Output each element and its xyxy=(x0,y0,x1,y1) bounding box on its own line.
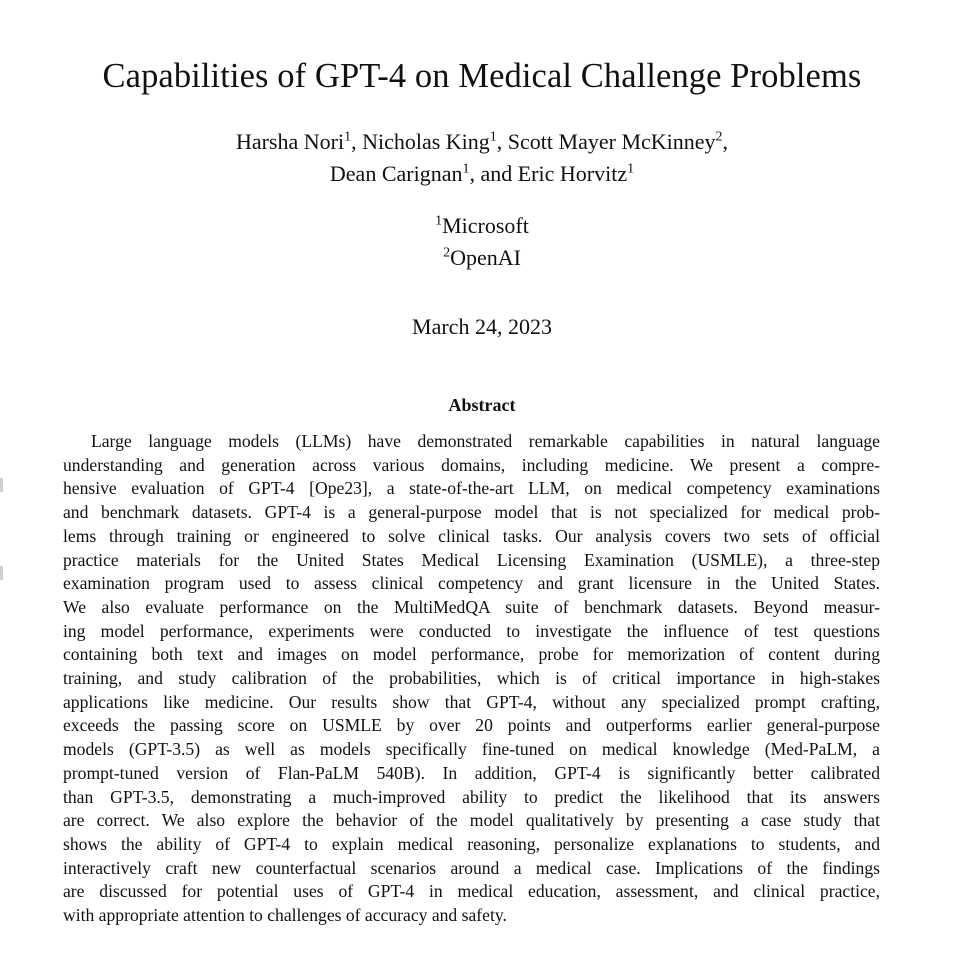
author-affiliation-mark: 1 xyxy=(462,161,470,177)
abstract-line: and benchmark datasets. GPT-4 is a general-purpose model that is not specialized for medical prob- xyxy=(63,502,880,523)
abstract-line: models (GPT-3.5) as well as models specifically fine-tuned on medical knowledge (Med-PaLM, a xyxy=(63,739,880,760)
author-name: Dean Carignan xyxy=(329,161,463,186)
abstract-line: We also evaluate performance on the MultiMedQA suite of benchmark datasets. Beyond measur- xyxy=(63,596,880,617)
author-separator: , xyxy=(722,129,729,154)
page-edge-mark xyxy=(0,478,3,492)
author-affiliation-mark: 2 xyxy=(715,129,723,145)
author-affiliation-mark: 1 xyxy=(627,161,635,177)
author-affiliation-mark: 1 xyxy=(489,129,497,145)
affiliation-number: 2 xyxy=(443,245,451,261)
abstract-line: ing model performance, experiments were conducted to investigate the influence of test questions xyxy=(63,620,880,641)
author-name: Eric Horvitz xyxy=(517,161,628,186)
author-line-1 xyxy=(0,126,964,158)
abstract-line: examination program used to assess clinical competency and grant licensure in the United States. xyxy=(63,573,880,594)
affiliation-number: 1 xyxy=(435,213,443,229)
abstract-line: practice materials for the United States Medical Licensing Examination (USMLE), a three-step xyxy=(63,549,880,570)
abstract-line: hensive evaluation of GPT-4 [Ope23], a state-of-the-art LLM, on medical competency examinations xyxy=(63,478,880,499)
abstract-heading: Abstract xyxy=(448,395,516,415)
abstract-line: exceeds the passing score on USMLE by over 20 points and outperforms earlier general-purpose xyxy=(63,715,880,736)
abstract-line: are discussed for potential uses of GPT-4 in medical education, assessment, and clinical practice, xyxy=(63,881,880,902)
abstract-line: understanding and generation across various domains, including medicine. We present a compre- xyxy=(63,454,880,475)
affiliation-list xyxy=(0,210,964,274)
abstract-line: interactively craft new counterfactual scenarios around a medical case. Implications of the findings xyxy=(63,857,880,878)
abstract-line: lems through training or engineered to solve clinical tasks. Our analysis covers two sets of official xyxy=(63,525,880,546)
abstract-line: training, and study calibration of the probabilities, which is of critical importance in high-stakes xyxy=(63,668,880,689)
abstract-line: Large language models (LLMs) have demonstrated remarkable capabilities in natural language xyxy=(91,431,880,451)
abstract-line: applications like medicine. Our results show that GPT-4, without any specialized prompt crafting, xyxy=(63,691,880,712)
author-name: Harsha Nori xyxy=(235,129,345,154)
author-line-2 xyxy=(0,158,964,190)
author-name: Nicholas King xyxy=(362,129,490,154)
paper-title: Capabilities of GPT-4 on Medical Challenge Problems xyxy=(102,57,862,95)
affiliation-openai xyxy=(0,242,964,274)
author-separator: , xyxy=(496,129,508,154)
abstract-line: than GPT-3.5, demonstrating a much-improved ability to predict the likelihood that its answers xyxy=(63,786,880,807)
author-separator: , and xyxy=(469,161,518,186)
affiliation-name: Microsoft xyxy=(442,213,529,238)
abstract-line: prompt-tuned version of Flan-PaLM 540B). In addition, GPT-4 is significantly better calibrated xyxy=(63,762,880,783)
abstract-line: shows the ability of GPT-4 to explain medical reasoning, personalize explanations to students, and xyxy=(63,833,880,854)
affiliation-microsoft xyxy=(0,210,964,242)
author-list xyxy=(0,126,964,190)
abstract-line: with appropriate attention to challenges of accuracy and safety. xyxy=(63,905,507,926)
abstract-line: are correct. We also explore the behavior of the model qualitatively by presenting a case study that xyxy=(63,810,880,831)
author-name: Scott Mayer McKinney xyxy=(507,129,716,154)
page-edge-mark xyxy=(0,566,3,580)
affiliation-name: OpenAI xyxy=(450,245,521,270)
author-separator: , xyxy=(351,129,363,154)
author-affiliation-mark: 1 xyxy=(344,129,352,145)
abstract-line: containing both text and images on model performance, probe for memorization of content during xyxy=(63,644,880,665)
publication-date: March 24, 2023 xyxy=(412,314,552,339)
abstract-body xyxy=(63,430,880,928)
